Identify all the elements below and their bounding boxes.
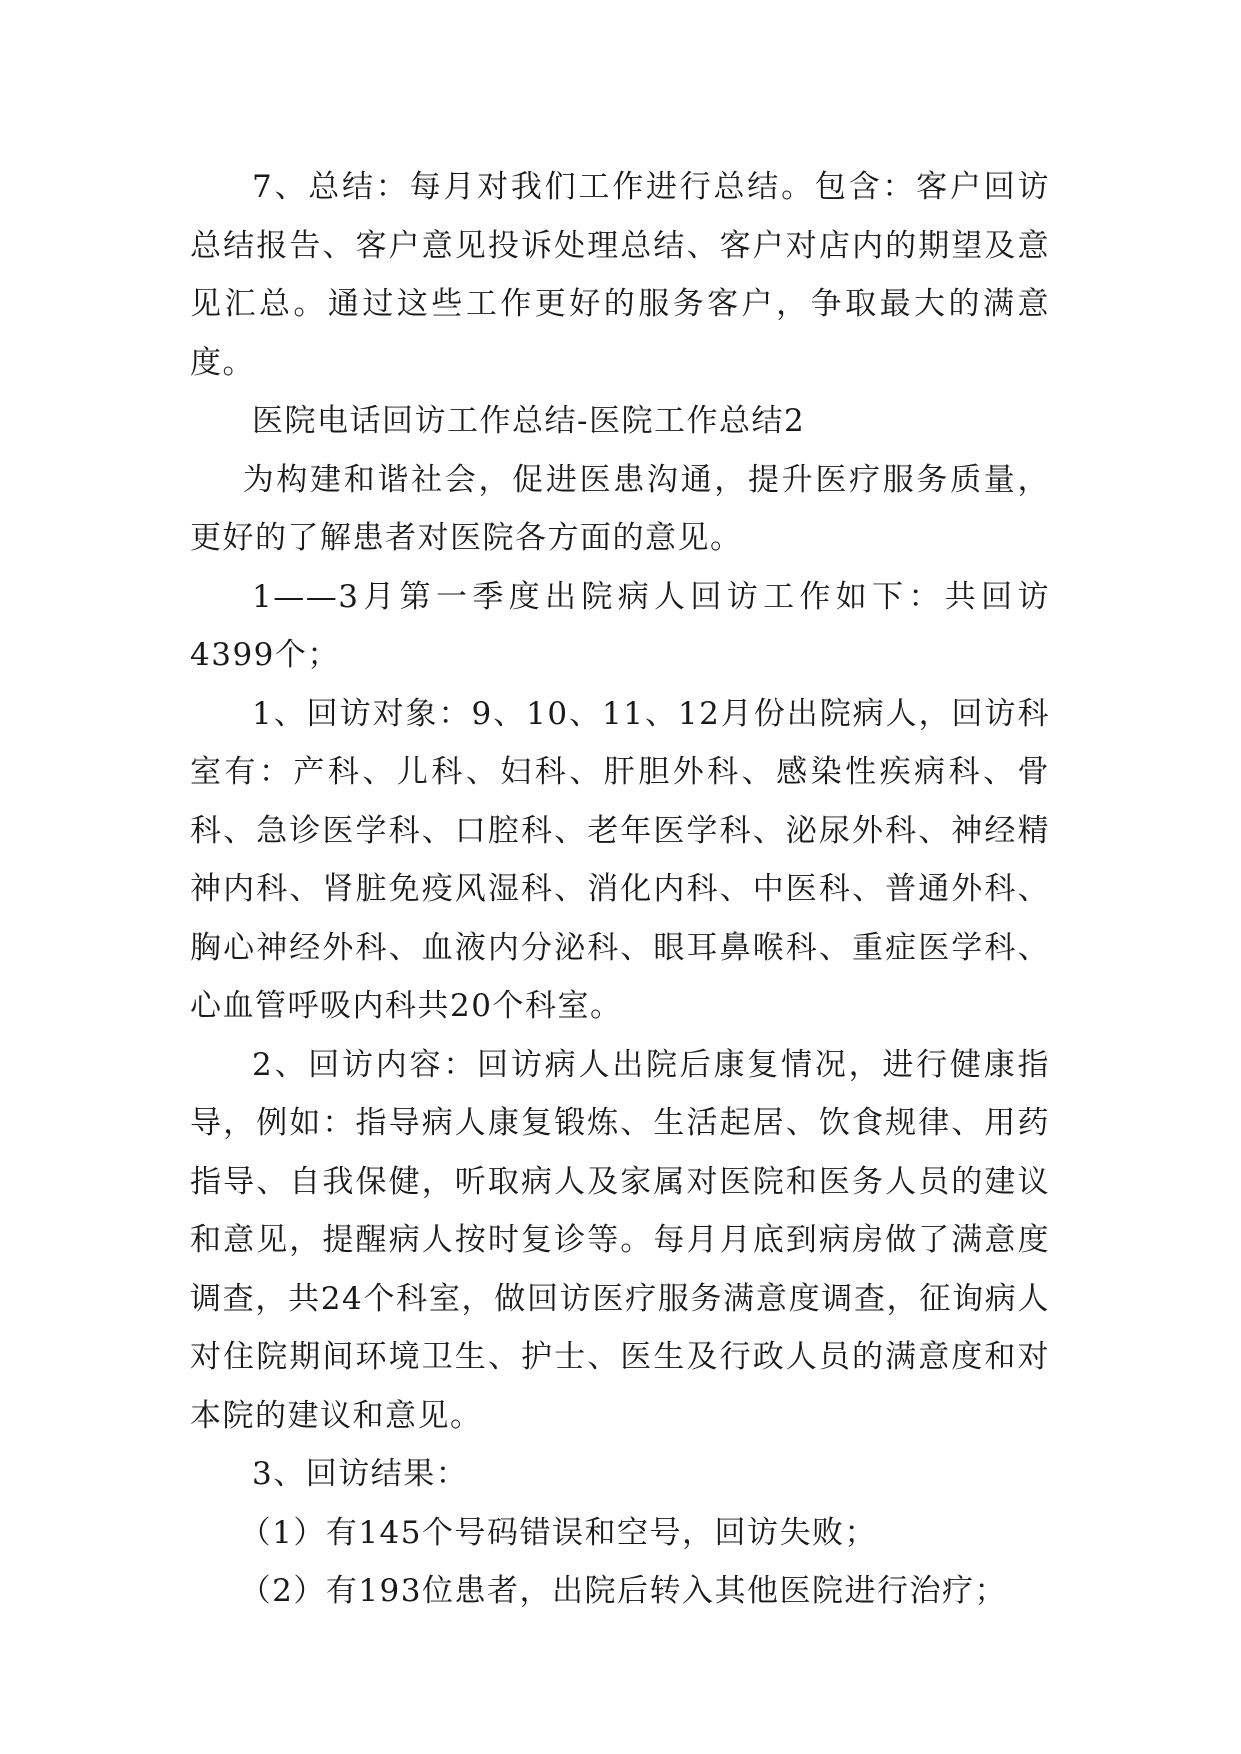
paragraph-intro: 为构建和谐社会，促进医患沟通，提升医疗服务质量，更好的了解患者对医院各方面的意见。 [190,461,1050,556]
result-item-1: （1）有145个号码错误和空号，回访失败； [239,1514,877,1551]
document-page [190,158,1050,1621]
result-item-2: （2）有193位患者，出院后转入其他医院进行治疗； [239,1573,1007,1609]
paragraph-visit-content: 2、回访内容：回访病人出院后康复情况，进行健康指导，例如：指导病人康复锻炼、生活起居、饮食规律、用药指导、自我保健，听取病人及家属对医院和医务人员的建议和意见，提醒病人按时复诊等。每月月底到病房做了满意度调查，共24个科室，做回访医疗服务满意度调查，征询病人对住院期间环境卫生、护士、医生及行政人员的满意度和对本院的建议和意见。 [190,1046,1050,1434]
paragraph-visit-targets: 1、回访对象：9、10、11、12月份出院病人，回访科室有：产科、儿科、妇科、肝胆外科、感染性疾病科、骨科、急诊医学科、口腔科、老年医学科、泌尿外科、神经精神内科、肾脏免疫风湿科、消化内科、中医科、普通外科、胸心神经外科、血液内分泌科、眼耳鼻喉科、重症医学科、心血管呼吸内科共20个科室。 [190,695,1050,1024]
paragraph-summary: 7、总结：每月对我们工作进行总结。包含：客户回访总结报告、客户意见投诉处理总结、客户对店内的期望及意见汇总。通过这些工作更好的服务客户，争取最大的满意度。 [190,169,1050,381]
paragraph-visit-results-heading: 3、回访结果： [252,1456,469,1492]
section-heading: 医院电话回访工作总结-医院工作总结2 [252,403,806,439]
paragraph-quarter-visits: 1——3月第一季度出院病人回访工作如下：共回访4399个； [190,578,1050,673]
